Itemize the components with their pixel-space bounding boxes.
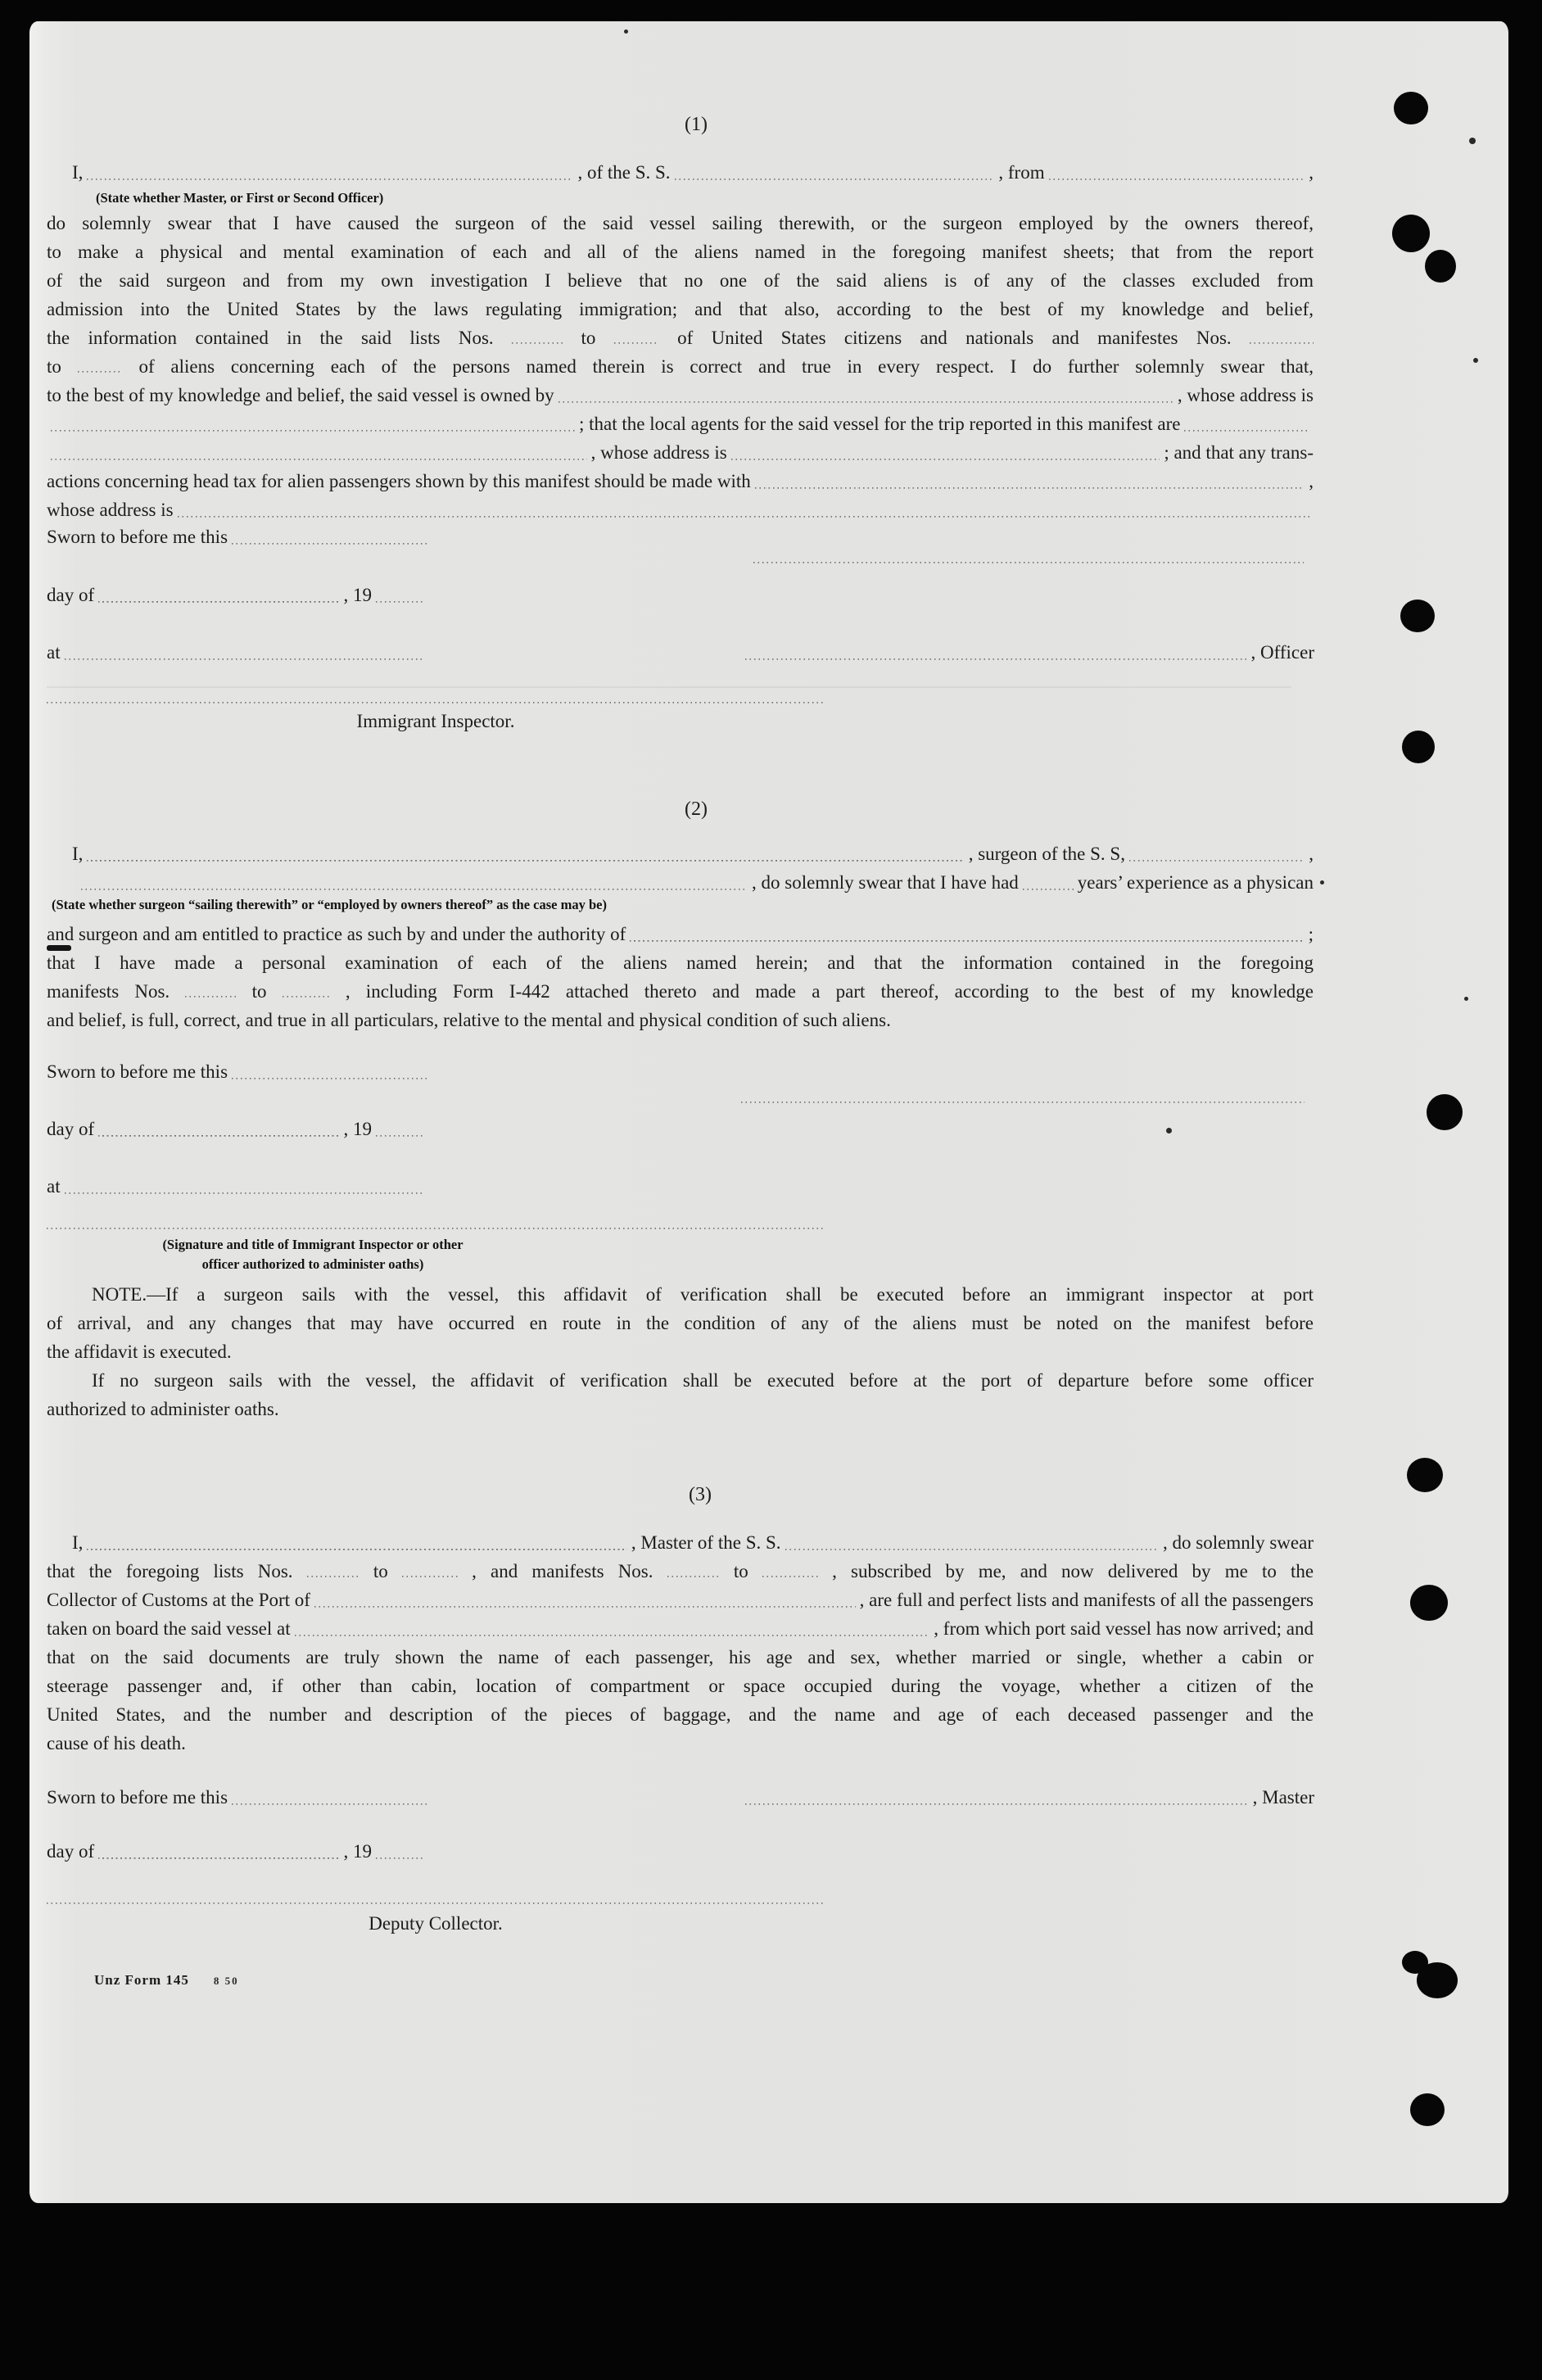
line-text: years’ experience as a physican [1077, 872, 1314, 893]
blank-field [1184, 428, 1309, 432]
note-text-line: authorized to administer oaths. [47, 1399, 279, 1419]
place-line-2 [47, 1174, 427, 1199]
paper-sheet [29, 21, 1508, 2203]
ink-dot [1394, 92, 1428, 124]
blank-field [87, 177, 573, 180]
paper-crease [47, 686, 1291, 688]
line-text: ; that the local agents for the said vessel for the trip reported in this manifest are [579, 414, 1181, 434]
sworn-line-3 [47, 1785, 432, 1810]
line-text: to [251, 981, 267, 1002]
affidavit-text-line: that on the said documents are truly shown the name of each passenger, his age and sex, whether married or single, whether a cabin or [47, 1647, 1314, 1667]
blank-field [1250, 342, 1314, 344]
line-text: Sworn to before me this [47, 527, 228, 547]
line-text: Sworn to before me this [47, 1787, 228, 1808]
line-text: to [733, 1561, 748, 1581]
blank-field [755, 486, 1305, 489]
affidavit-text-line [47, 922, 1314, 947]
line-text: , do solemnly swear [1163, 1532, 1314, 1553]
affidavit-text-line [47, 980, 1314, 1004]
blank-field [558, 400, 1173, 403]
place-line-1 [47, 640, 427, 665]
line-text: I, [72, 844, 84, 864]
blank-field [87, 858, 964, 862]
ink-dot [1392, 215, 1430, 252]
line-text: Sworn to before me this [47, 1061, 228, 1082]
sworn-line-1 [47, 525, 432, 550]
sworn-line-2 [47, 1060, 432, 1084]
date-line-3 [47, 1839, 427, 1864]
affidavit-text-line: admission into the United States by the laws regulating immigration; and that also, according to the best of my knowledge and belief, [47, 299, 1314, 319]
blank-field [785, 1547, 1160, 1550]
ink-dot [1402, 731, 1435, 763]
affiant-name-line-1 [72, 161, 1314, 185]
line-text: manifests Nos. [47, 981, 170, 1002]
line-text: ; and that any trans- [1164, 442, 1314, 463]
speck [1166, 1128, 1172, 1133]
blank-field [81, 887, 748, 890]
note-text-line: the affidavit is executed. [47, 1342, 232, 1362]
line-text: , 19 [343, 585, 372, 605]
line-text: at [47, 1176, 61, 1197]
affidavit-text-line [47, 326, 1314, 351]
blank-field [630, 939, 1304, 942]
blank-field [376, 1856, 423, 1859]
blank-field [762, 1576, 818, 1577]
blank-field [376, 600, 423, 603]
blank-field [78, 371, 123, 373]
line-text: that the foregoing lists Nos. [47, 1561, 293, 1581]
ink-dot [1425, 250, 1456, 283]
line-text: , and manifests Nos. [472, 1561, 653, 1581]
note-text-line: of arrival, and any changes that may have occurred en route in the condition of any of the aliens must be noted on the manifest before [47, 1313, 1314, 1333]
blank-field [65, 1191, 423, 1194]
blank-field [98, 600, 339, 603]
note-text-line: NOTE.—If a surgeon sails with the vessel, this affidavit of verification shall be executed before an immigrant inspector at port [92, 1284, 1314, 1305]
affidavit-text-line [47, 1559, 1314, 1584]
blank-field [178, 514, 1309, 518]
line-text: to [47, 356, 61, 377]
line-text: , subscribed by me, and now delivered by me to the [832, 1561, 1314, 1581]
deputy-collector-label: Deputy Collector. [369, 1913, 503, 1934]
form-edition-code: 8 50 [213, 1975, 239, 1987]
note-text-line: If no surgeon sails with the vessel, the affidavit of verification shall be executed before at the port of departure before some officer [92, 1370, 1314, 1391]
blank-field [232, 1076, 427, 1079]
inspector-signature-blank-line [47, 701, 825, 704]
officer-type-caption: (State whether Master, or First or Second Officer) [96, 190, 384, 206]
signature-caption-line-1: (Signature and title of Immigrant Inspector or other [162, 1237, 464, 1252]
officer-signature-line [741, 640, 1314, 665]
blank-field [51, 457, 587, 460]
section-3-number: (3) [689, 1484, 712, 1505]
affidavit-text-line: of the said surgeon and from my own investigation I believe that no one of the said aliens is of any of the classes excluded from [47, 270, 1314, 291]
speck [1473, 358, 1478, 363]
blank-field [745, 1802, 1249, 1805]
right-blank-line [741, 1101, 1305, 1103]
master-signature-line [741, 1785, 1314, 1810]
line-text: day of [47, 585, 95, 605]
blank-field [1049, 177, 1305, 180]
speck [1469, 138, 1476, 144]
affidavit-text-line [47, 498, 1314, 523]
affidavit-text-line [47, 1617, 1314, 1641]
ink-dot [1400, 600, 1435, 632]
line-text: Collector of Customs at the Port of [47, 1590, 310, 1610]
surgeon-name-line [72, 842, 1314, 866]
blank-field [614, 342, 659, 344]
speck [624, 29, 628, 34]
line-text: , Master [1252, 1787, 1314, 1808]
surgeon-oath-line [47, 871, 1314, 895]
line-text: , [1309, 844, 1314, 864]
affidavit-text-line [47, 441, 1314, 465]
line-text: , Officer [1250, 642, 1314, 663]
blank-field [98, 1133, 339, 1137]
line-text: , whose address is [1177, 385, 1314, 405]
line-text: ; [1308, 924, 1314, 944]
affidavit-text-line: United States, and the number and description of the pieces of baggage, and the name and age of each deceased passenger and the [47, 1704, 1314, 1725]
ink-dot [1407, 1458, 1443, 1492]
line-text: the information contained in the said lists Nos. [47, 328, 494, 348]
blank-field [295, 1633, 930, 1636]
affidavit-text-line [47, 469, 1314, 494]
blank-field [675, 177, 995, 180]
line-text: I, [72, 1532, 84, 1553]
line-text: , whose address is [590, 442, 727, 463]
blank-field [87, 1547, 626, 1550]
speck [1320, 880, 1324, 885]
line-text: taken on board the said vessel at [47, 1618, 291, 1639]
affidavit-text-line: and belief, is full, correct, and true in all particulars, relative to the mental and physical condition of such aliens. [47, 1010, 891, 1030]
blank-field [402, 1576, 458, 1577]
blank-field [98, 1856, 339, 1859]
affidavit-text-line [47, 1588, 1314, 1613]
blank-field [232, 541, 427, 545]
affidavit-text-line: cause of his death. [47, 1733, 186, 1753]
ink-dot [1427, 1094, 1463, 1130]
line-text: , 19 [343, 1119, 372, 1139]
date-line-1 [47, 583, 427, 608]
ink-dot [1410, 2093, 1445, 2126]
blank-field [376, 1133, 423, 1137]
officer-name-blank-line [753, 561, 1304, 563]
master-name-line [72, 1531, 1314, 1555]
inspector-signature-blank-line [47, 1227, 825, 1229]
affidavit-text-line [47, 383, 1314, 408]
affidavit-text-line: do solemnly swear that I have caused the surgeon of the said vessel sailing therewith, or the surgeon employed by the owners thereof, [47, 213, 1314, 233]
line-text: and surgeon and am entitled to practice as such by and under the authority of [47, 924, 626, 944]
blank-field [512, 342, 563, 344]
line-text: , surgeon of the S. S, [968, 844, 1125, 864]
line-text: , including Form I-442 attached thereto and made a part thereof, according to the best of my knowledge [345, 981, 1314, 1002]
blank-field [185, 996, 236, 998]
line-text: , 19 [343, 1841, 372, 1862]
affidavit-text-line: that I have made a personal examination of each of the aliens named herein; and that the information contained in the foregoing [47, 952, 1314, 973]
blank-field [731, 457, 1160, 460]
blank-field [307, 1576, 359, 1577]
immigrant-inspector-label: Immigrant Inspector. [356, 711, 515, 731]
form-number: Unz Form 145 [94, 1972, 189, 1988]
line-text: to [373, 1561, 388, 1581]
blank-field [232, 1802, 427, 1805]
line-text: , from [998, 162, 1045, 183]
blank-field [745, 657, 1247, 660]
affidavit-text-line [47, 412, 1314, 437]
line-text: of aliens concerning each of the persons named therein is correct and true in every respect. I do further solemnly swear that, [138, 356, 1314, 377]
speck [1464, 997, 1468, 1001]
section-1-number: (1) [685, 114, 708, 135]
line-text: to the best of my knowledge and belief, the said vessel is owned by [47, 385, 554, 405]
line-text: day of [47, 1119, 95, 1139]
blank-field [314, 1604, 856, 1608]
line-text: , [1309, 471, 1314, 491]
line-text: actions concerning head tax for alien passengers shown by this manifest should be made with [47, 471, 751, 491]
line-text: I, [72, 162, 84, 183]
line-text: , from which port said vessel has now arrived; and [934, 1618, 1314, 1639]
line-text: , are full and perfect lists and manifests of all the passengers [859, 1590, 1314, 1610]
signature-caption-line-2: officer authorized to administer oaths) [201, 1256, 424, 1272]
blank-field [667, 1576, 720, 1577]
line-text: whose address is [47, 500, 174, 520]
ink-dot [1410, 1585, 1448, 1621]
affidavit-text-line [47, 355, 1314, 379]
surgeon-type-caption: (State whether surgeon “sailing therewith” or “employed by owners thereof” as the case may be) [52, 897, 607, 912]
blank-field [1023, 887, 1074, 890]
blank-field [1129, 858, 1305, 862]
blank-field [51, 428, 575, 432]
ink-smudge [47, 945, 71, 951]
line-text: , [1309, 162, 1314, 183]
line-text: at [47, 642, 61, 663]
form-number-footer [94, 1972, 239, 1989]
ink-dot [1417, 1962, 1458, 1998]
line-text: , Master of the S. S. [631, 1532, 781, 1553]
date-line-2 [47, 1117, 427, 1142]
line-text: day of [47, 1841, 95, 1862]
line-text: of United States citizens and nationals and manifestes Nos. [677, 328, 1232, 348]
section-2-number: (2) [685, 799, 708, 820]
blank-field [65, 657, 423, 660]
affidavit-text-line: to make a physical and mental examination of each and all of the aliens named in the foregoing manifest sheets; that from the report [47, 242, 1314, 262]
affidavit-text-line: steerage passenger and, if other than cabin, location of compartment or space occupied during the voyage, whether a citizen of the [47, 1676, 1314, 1696]
line-text: to [581, 328, 596, 348]
line-text: , of the S. S. [577, 162, 671, 183]
blank-field [283, 996, 330, 998]
collector-signature-blank-line [47, 1902, 825, 1904]
line-text: , do solemnly swear that I have had [752, 872, 1019, 893]
